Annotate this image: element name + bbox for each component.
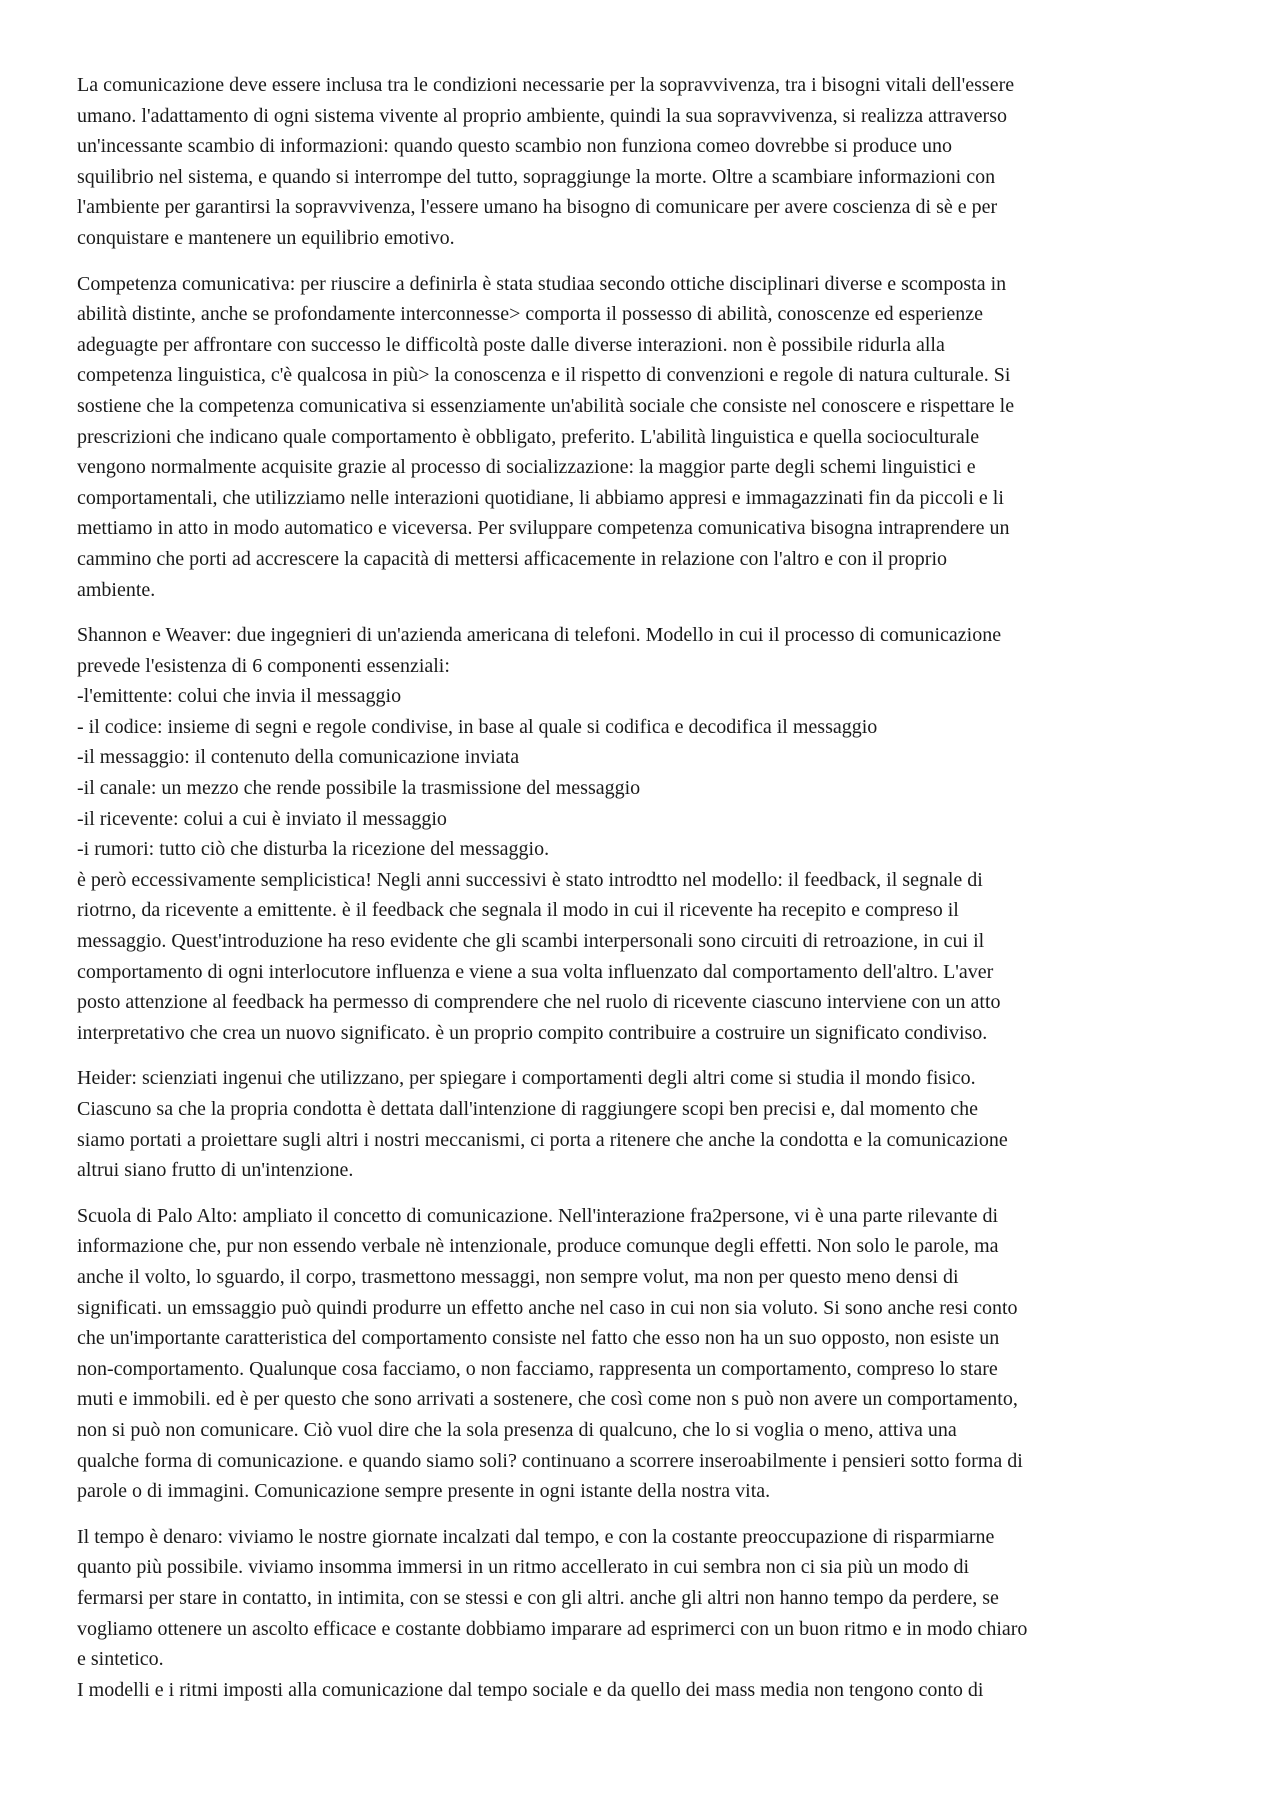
text-line: Heider: scienziati ingenui che utilizzano, per spiegare i comportamenti degli altri come si studia il mondo fisico. (77, 1067, 976, 1090)
list-item: -l'emittente: colui che invia il messaggio (77, 685, 402, 708)
text-line: non si può non comunicare. Ciò vuol dire che la sola presenza di qualcuno, che lo si voglia o meno, attiva una (77, 1418, 957, 1441)
text-line: mettiamo in atto in modo automatico e viceversa. Per sviluppare competenza comunicativa bisogna intraprendere un (77, 517, 1010, 540)
text-line: squilibrio nel sistema, e quando si interrompe del tutto, sopraggiunge la morte. Oltre a scambiare informazioni con (77, 165, 996, 188)
text-line: posto attenzione al feedback ha permesso di comprendere che nel ruolo di ricevente ciascuno interviene con un atto (77, 991, 1001, 1014)
text-line: non-comportamento. Qualunque cosa facciamo, o non facciamo, rappresenta un comportamento, compreso lo stare (77, 1357, 998, 1380)
paragraph-palo-alto (77, 1201, 1212, 1507)
text-line: comportamento di ogni interlocutore influenza e viene a sua volta influenzato dal comportamento dell'altro. L'aver (77, 960, 994, 983)
text-line: vengono normalmente acquisite grazie al processo di socializzazione: la maggior parte degli schemi linguistici e (77, 456, 976, 479)
text-line: quanto più possibile. viviamo insomma immersi in un ritmo accellerato in cui sembra non ci sia più un modo di (77, 1556, 970, 1579)
text-line: Shannon e Weaver: due ingegnieri di un'azienda americana di telefoni. Modello in cui il processo di comunicazione (77, 624, 1002, 647)
text-line: Ciascuno sa che la propria condotta è dettata dall'intenzione di raggiungere scopi ben precisi e, dal momento che (77, 1098, 979, 1120)
text-line: siamo portati a proiettare sugli altri i nostri meccanismi, ci porta a ritenere che anche la condotta e la comunicazione (77, 1128, 1008, 1151)
list-item: -il ricevente: colui a cui è inviato il messaggio (77, 807, 447, 830)
list-item: -il messaggio: il contenuto della comunicazione inviata (77, 746, 520, 769)
text-line: è però eccessivamente semplicistica! Negli anni successivi è stato introdtto nel modello: il feedback, il segnale di (77, 868, 983, 891)
text-line: che un'importante caratteristica del comportamento consiste nel fatto che esso non ha un suo opposto, non esiste un (77, 1327, 1000, 1350)
paragraph-tempo (77, 1522, 1212, 1706)
list-item: -il canale: un mezzo che rende possibile la trasmissione del messaggio (77, 777, 641, 800)
text-line: messaggio. Quest'introduzione ha reso evidente che gli scambi interpersonali sono circuiti di retroazione, in cui il (77, 930, 985, 953)
list-item: -i rumori: tutto ciò che disturba la ricezione del messaggio. (77, 838, 550, 861)
text-line: un'incessante scambio di informazioni: quando questo scambio non funziona comeo dovrebbe si produce uno (77, 135, 953, 158)
document-page (77, 70, 1212, 1705)
text-line: anche il volto, lo sguardo, il corpo, trasmettono messaggi, non sempre volut, ma non per questo meno densi di (77, 1265, 959, 1288)
text-line: fermarsi per stare in contatto, in intimita, con se stessi e con gli altri. anche gli altri non hanno tempo da perdere, se (77, 1586, 999, 1609)
paragraph-heider (77, 1063, 1212, 1185)
list-item: - il codice: insieme di segni e regole condivise, in base al quale si codifica e decodifica il messaggio (77, 715, 878, 738)
text-line: cammino che porti ad accrescere la capacità di mettersi afficacemente in relazione con l'altro e con il proprio (77, 547, 948, 570)
text-line: conquistare e mantenere un equilibrio emotivo. (77, 226, 455, 249)
text-line: significati. un emssaggio può quindi produrre un effetto anche nel caso in cui non sia voluto. Si sono anche resi conto (77, 1296, 1018, 1319)
text-line: ambiente. (77, 578, 156, 601)
text-line: interpretativo che crea un nuovo significato. è un proprio compito contribuire a costruire un significato condiviso. (77, 1021, 988, 1044)
paragraph-shannon-weaver (77, 620, 1212, 1048)
text-line: muti e immobili. ed è per questo che sono arrivati a sostenere, che così come non s può non avere un comportamento, (77, 1388, 1018, 1411)
text-line: prevede l'esistenza di 6 componenti essenziali: (77, 654, 450, 677)
text-line: qualche forma di comunicazione. e quando siamo soli? continuano a scorrere inseroabilmente i pensieri sotto forma di (77, 1449, 1023, 1472)
text-line: I modelli e i ritmi imposti alla comunicazione dal tempo sociale e da quello dei mass media non tengono conto di (77, 1678, 984, 1701)
text-line: Competenza comunicativa: per riuscire a definirla è stata studiaa secondo ottiche disciplinari diverse e scomposta in (77, 272, 1007, 295)
text-line: Scuola di Palo Alto: ampliato il concetto di comunicazione. Nell'interazione fra2persone, vi è una parte rilevante di (77, 1204, 999, 1227)
text-line: l'ambiente per garantirsi la sopravvivenza, l'essere umano ha bisogno di comunicare per avere coscienza di sè e per (77, 196, 998, 219)
text-line: Il tempo è denaro: viviamo le nostre giornate incalzati dal tempo, e con la costante preoccupazione di risparmiarne (77, 1525, 995, 1548)
text-line: e sintetico. (77, 1648, 164, 1671)
text-line: comportamentali, che utilizziamo nelle interazioni quotidiane, li abbiamo appresi e immagazzinati fin da piccoli e li (77, 486, 1004, 509)
text-line: La comunicazione deve essere inclusa tra le condizioni necessarie per la sopravvivenza, tra i bisogni vitali dell'essere (77, 74, 1015, 96)
text-line: parole o di immagini. Comunicazione sempre presente in ogni istante della nostra vita. (77, 1480, 771, 1503)
text-line: informazione che, pur non essendo verbale nè intenzionale, produce comunque degli effetti. Non solo le parole, ma (77, 1235, 999, 1258)
text-line: riotrno, da ricevente a emittente. è il feedback che segnala il modo in cui il ricevente ha recepito e compreso il (77, 899, 959, 922)
text-line: abilità distinte, anche se profondamente interconnesse> comporta il possesso di abilità, conoscenze ed esperienze (77, 303, 983, 326)
text-line: altrui siano frutto di un'intenzione. (77, 1159, 354, 1182)
paragraph-intro (77, 70, 1212, 254)
text-line: prescrizioni che indicano quale comportamento è obbligato, preferito. L'abilità linguistica e quella socioculturale (77, 425, 980, 448)
text-line: adeguagte per affrontare con successo le difficoltà poste dalle diverse interazioni. non è possibile ridurla alla (77, 333, 945, 356)
text-line: vogliamo ottenere un ascolto efficace e costante dobbiamo imparare ad esprimerci con un buon ritmo e in modo chiaro (77, 1617, 1028, 1640)
text-line: sostiene che la competenza comunicativa si essenziamente un'abilità sociale che consiste nel conoscere e rispettare le (77, 394, 1015, 417)
paragraph-competenza (77, 269, 1212, 606)
text-line: umano. l'adattamento di ogni sistema vivente al proprio ambiente, quindi la sua sopravvivenza, si realizza attraverso (77, 104, 1007, 127)
text-line: competenza linguistica, c'è qualcosa in più> la conoscenza e il rispetto di convenzioni e regole di natura culturale. Si (77, 364, 1011, 387)
